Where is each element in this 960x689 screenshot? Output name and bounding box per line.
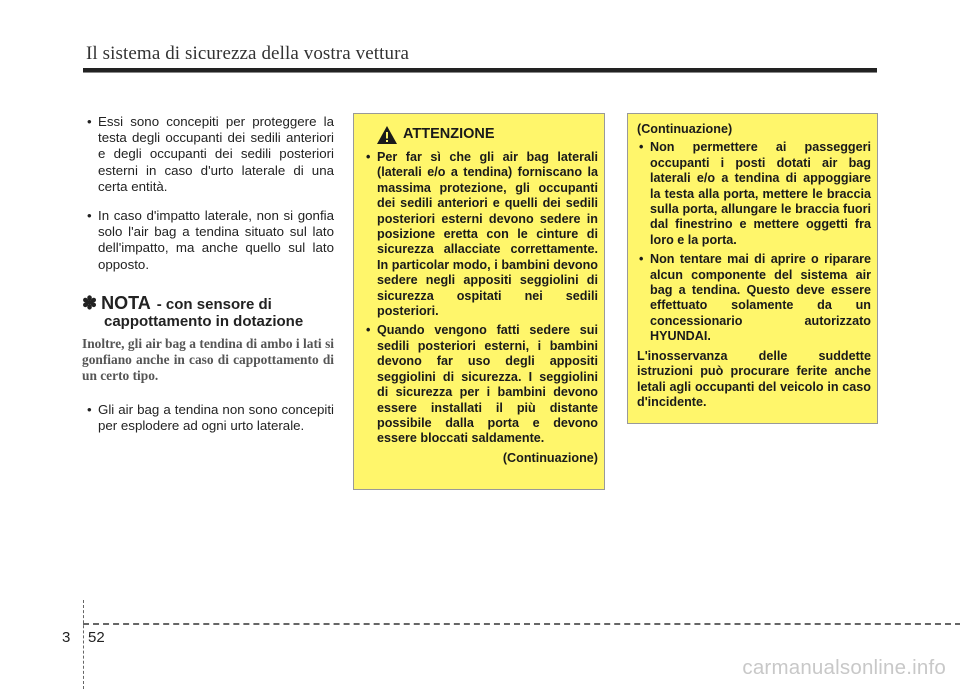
warning-triangle-icon xyxy=(376,125,398,145)
page-number: 52 xyxy=(88,629,105,646)
section-number: 3 xyxy=(62,629,71,646)
nota-title: NOTA xyxy=(101,292,151,313)
list-item: • Essi sono concepiti per proteggere la testa degli occupanti dei sedili anteriori e degli occupanti dei sedili posteriori esterni in caso d'urto laterale di una certa entità. xyxy=(82,114,334,195)
nota-subtitle: - con sensore di xyxy=(156,295,272,313)
continued-label: (Continuazione) xyxy=(502,450,598,465)
left-column xyxy=(82,114,334,448)
nota-section xyxy=(82,292,334,384)
list-item: • Gli air bag a tendina non sono concepiti per esplodere ad ogni urto laterale. xyxy=(82,402,334,434)
nota-star-icon: ✽ xyxy=(82,292,98,313)
header-rule-thin xyxy=(83,72,877,73)
warning-box xyxy=(353,113,605,490)
warning-bullet: • Quando vengono fatti sedere sui sedili posteriori esterni, i bambini devono far uso degli appositi seggiolini di sicurezza. I seggiolini di sicurezza per i bambini devono essere installati il più distante possibile dalla porta e devono essere bloccati saldamente. xyxy=(364,323,598,446)
warning-bullet: • Non tentare mai di aprire o riparare alcun componente del sistema air bag a tendina. Questo deve essere effettuato solamente da un concessionario autorizzato HYUNDAI. xyxy=(637,252,871,344)
continuation-header: (Continuazione) xyxy=(637,122,733,136)
closing-text: L'inosservanza delle suddette istruzioni può procurare ferite anche letali agli occupanti del veicolo in caso d'incidente. xyxy=(637,348,871,409)
warning-bullet: • Non permettere ai passeggeri occupanti i posti dotati air bag laterali e/o a tendina di appoggiare la testa alla porta, mettere le braccia sulla porta, allungare le braccia fuori dal finestrino e mettere oggetti fra loro e la porta. xyxy=(637,140,871,248)
footer-vertical-rule xyxy=(83,600,84,689)
watermark: carmanualsonline.info xyxy=(742,656,946,679)
list-item: • In caso d'impatto laterale, non si gonfia solo l'air bag a tendina situato sul lato dell'impatto, ma anche quello sul lato opposto. xyxy=(82,208,334,273)
footer-rule xyxy=(83,623,960,625)
warning-bullet: • Per far sì che gli air bag laterali (laterali e/o a tendina) forniscano la massima protezione, gli occupanti dei sedili anteriori e quelli dei sedili posteriori esterni devono sedere in posizione eretta con le cinture di sicurezza allacciate correttamente. In particolar modo, i bambini devono sedere negli appositi seggiolini di sicurezza ospitati nei sedili posteriori. xyxy=(364,150,598,319)
warning-title: ATTENZIONE xyxy=(403,126,495,143)
continuation-box xyxy=(627,113,878,424)
nota-subtitle-continued: cappottamento in dotazione xyxy=(104,313,304,331)
nota-text: Inoltre, gli air bag a tendina di ambo i lati si gonfiano anche in caso di cappottamento di un certo tipo. xyxy=(82,336,334,384)
header-title: Il sistema di sicurezza della vostra vettura xyxy=(86,43,410,64)
